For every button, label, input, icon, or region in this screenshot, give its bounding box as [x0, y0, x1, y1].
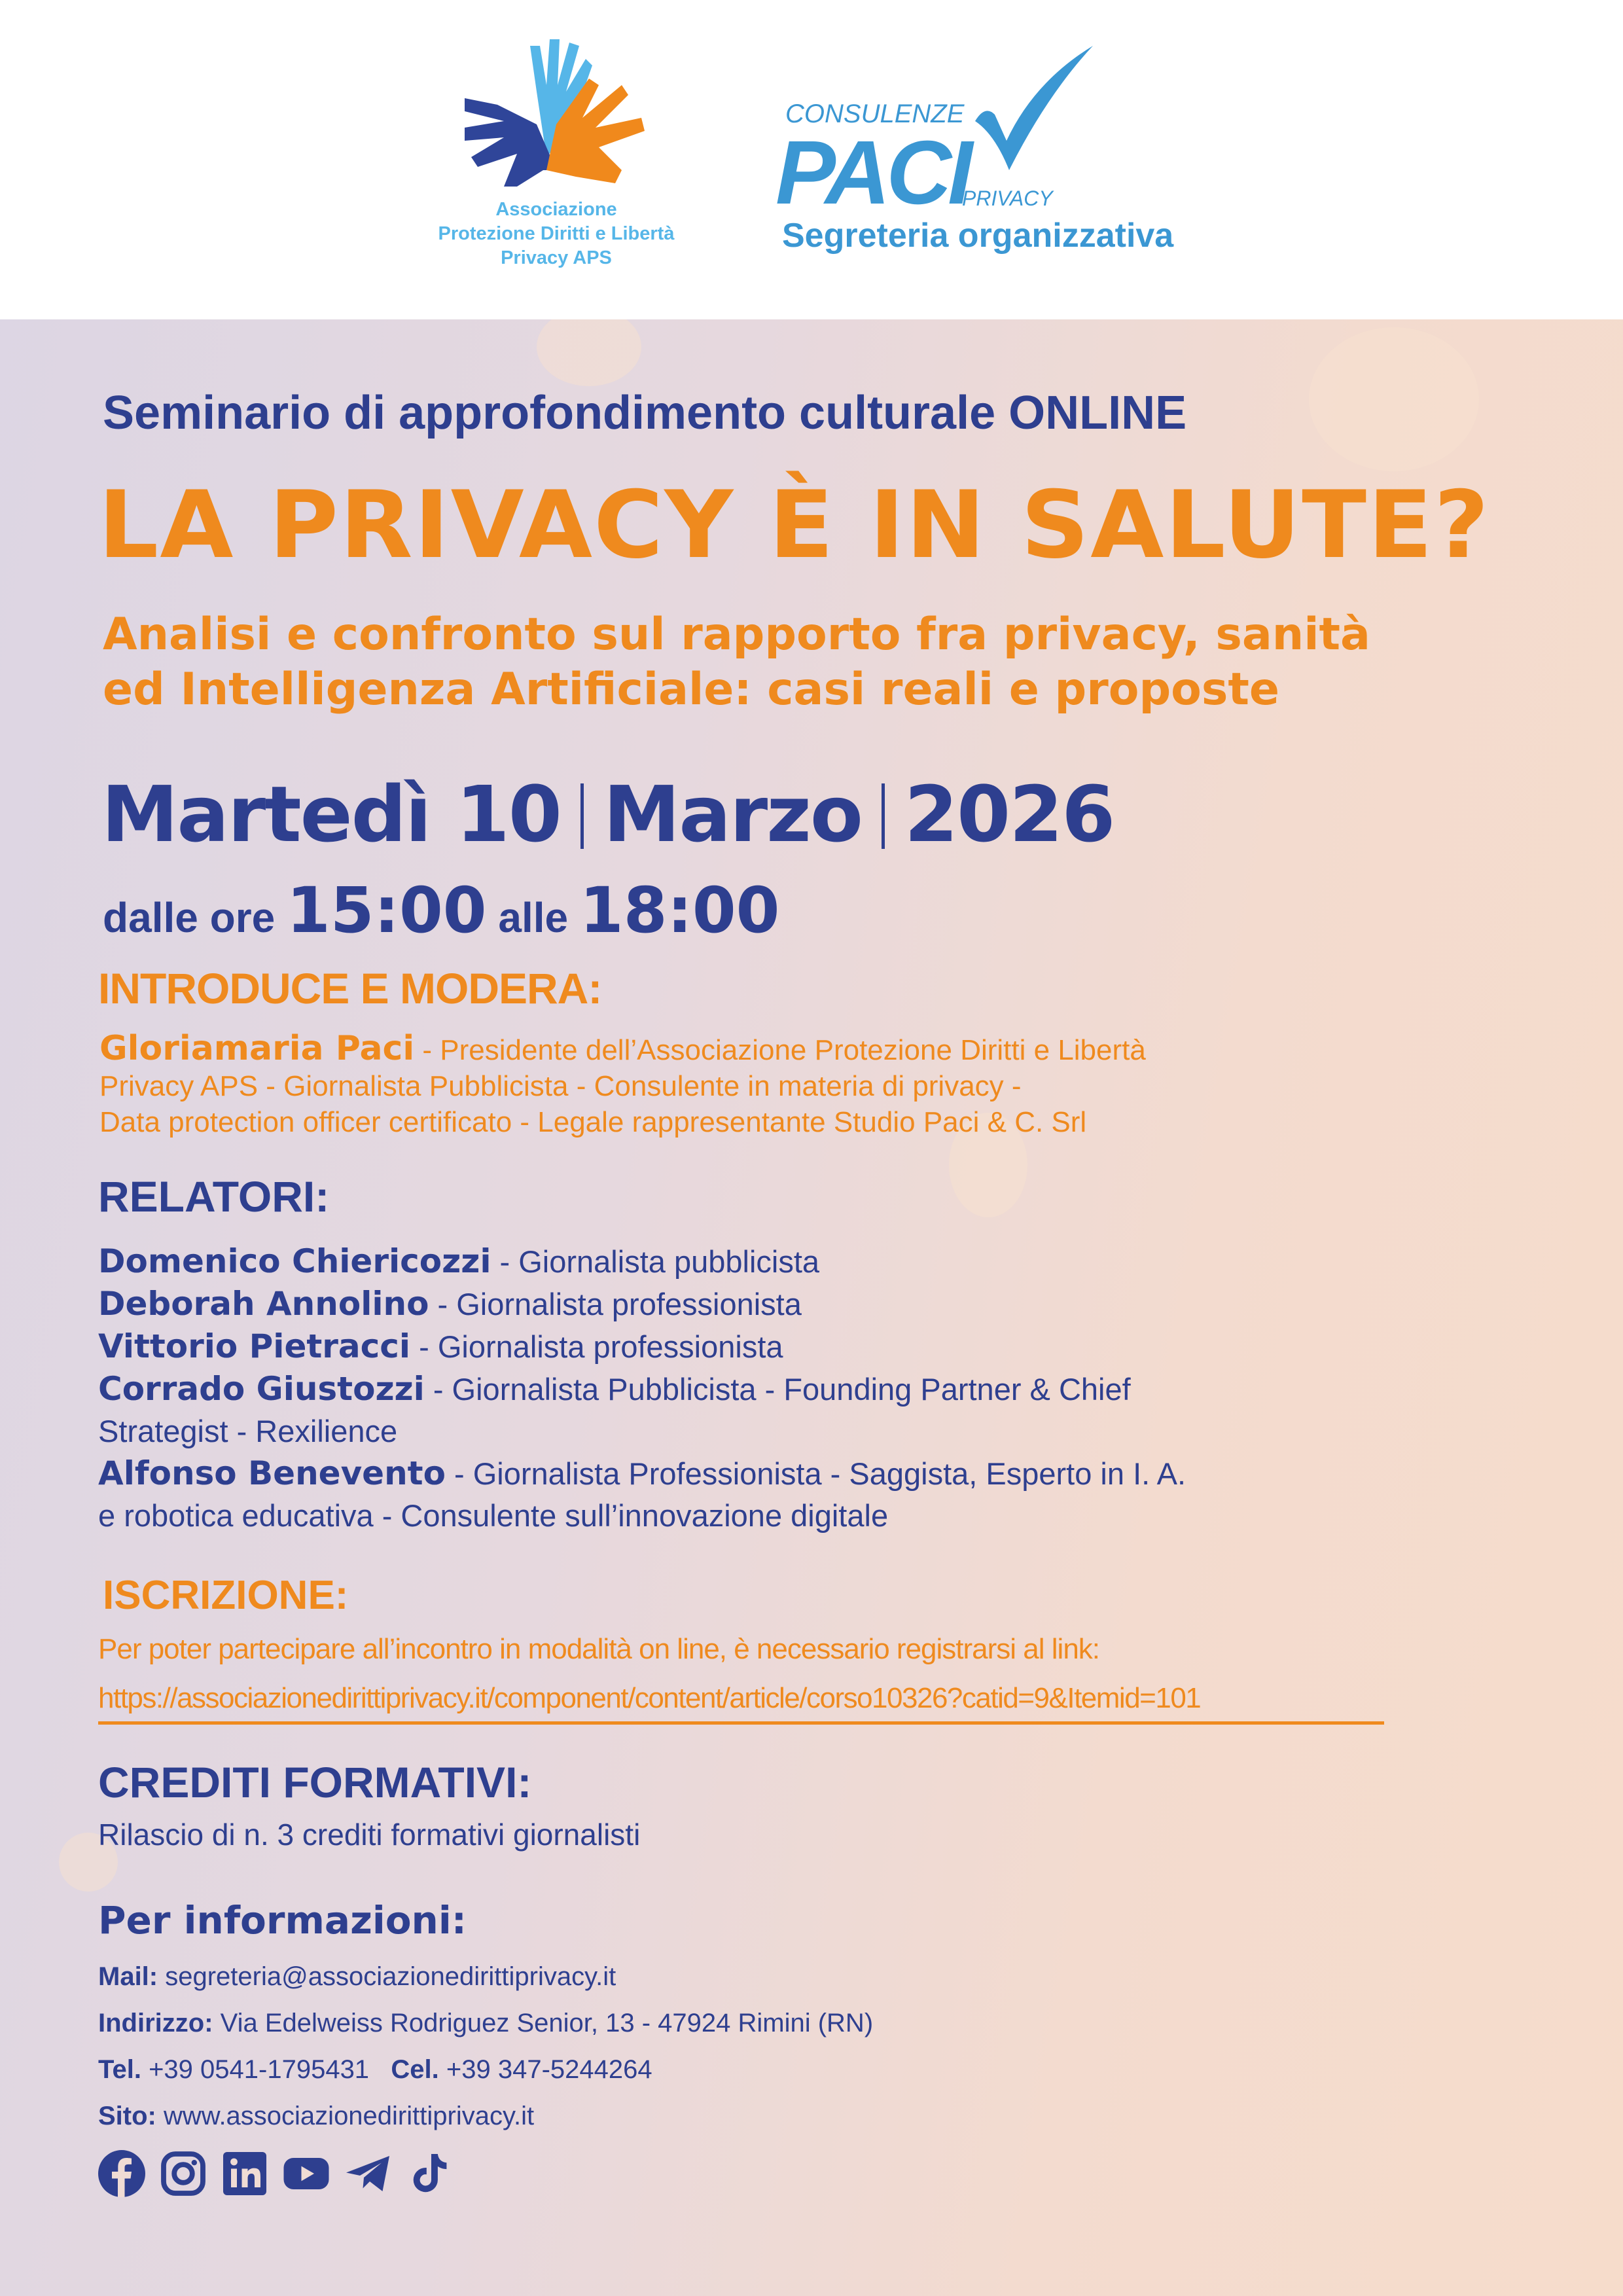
tel-value: +39 0541-1795431 [149, 2055, 370, 2084]
tel-label: Tel. [98, 2055, 149, 2084]
divider [882, 783, 885, 849]
kicker-text: Seminario di approfondimento culturale [103, 387, 1009, 439]
time-from: 15:00 [287, 874, 487, 947]
logo-line: Protezione Diritti e Libertà [438, 223, 675, 244]
logo-consulenze: CONSULENZE [785, 99, 965, 128]
checkmark-icon [969, 43, 1099, 173]
speaker-item [98, 1452, 1186, 1537]
speaker-role: - Giornalista professionista [410, 1329, 783, 1364]
event-time [103, 874, 779, 947]
subtitle-line: ed Intelligenza Artificiale: casi reali e proposte [103, 664, 1279, 715]
speaker-item [98, 1283, 1186, 1325]
event-title: LA PRIVACY È IN SALUTE? [98, 471, 1491, 579]
date-day: Martedì 10 [101, 769, 561, 859]
social-icons [98, 2150, 453, 2197]
hands-logo [458, 39, 654, 190]
speaker-role: - Giornalista pubblicista [491, 1244, 820, 1279]
event-date [101, 769, 1114, 859]
instagram-icon[interactable] [160, 2150, 207, 2197]
time-to: 18:00 [579, 874, 780, 947]
speaker-item [98, 1368, 1186, 1452]
cel-label: Cel. [391, 2055, 446, 2084]
segreteria-label: Segreteria organizzativa [782, 217, 1174, 255]
date-month: Marzo [603, 769, 862, 859]
registration-text: Per poter partecipare all’incontro in modalità on line, è necessario registrarsi al link: [98, 1633, 1100, 1665]
speaker-role: - Giornalista professionista [429, 1287, 802, 1321]
speaker-role: - Giornalista Pubblicista - Founding Partner & Chief [424, 1372, 1131, 1407]
info-heading: Per informazioni: [98, 1898, 467, 1943]
info-block [98, 1954, 873, 2140]
linkedin-icon[interactable] [221, 2150, 268, 2197]
speaker-role: e robotica educativa - Consulente sull’innovazione digitale [98, 1498, 889, 1533]
logo-paci: PACI [776, 122, 969, 223]
speaker-name: Deborah Annolino [98, 1285, 429, 1323]
speaker-name: Corrado Giustozzi [98, 1370, 425, 1408]
registration-link[interactable]: https://associazionedirittiprivacy.it/component/content/article/corso10326?catid=9&Itemid=101 [98, 1682, 1384, 1725]
credits-heading: CREDITI FORMATIVI: [98, 1758, 532, 1806]
date-year: 2026 [904, 769, 1115, 859]
logo-privacy: PRIVACY [962, 187, 1053, 210]
moderator-bio [99, 1031, 1146, 1140]
speaker-name: Vittorio Pietracci [98, 1327, 411, 1365]
speaker-name: Alfonso Benevento [98, 1454, 446, 1492]
mail-link[interactable]: segreteria@associazionedirittiprivacy.it [165, 1962, 616, 1991]
moderator-name: Gloriamaria Paci [99, 1029, 415, 1068]
speaker-role: Strategist - Rexilience [98, 1414, 398, 1448]
speakers-list [98, 1240, 1186, 1537]
speaker-item [98, 1240, 1186, 1283]
logo-line: Privacy APS [501, 247, 612, 268]
tiktok-icon[interactable] [406, 2150, 453, 2197]
site-label: Sito: [98, 2102, 164, 2130]
bio-line: - Presidente dell’Associazione Protezione Diritti e Libertà [414, 1034, 1146, 1066]
time-from-label: dalle ore [103, 894, 287, 941]
header [0, 0, 1623, 319]
registration-heading: ISCRIZIONE: [103, 1573, 349, 1618]
site-link[interactable]: www.associazionedirittiprivacy.it [163, 2102, 535, 2130]
cel-value: +39 347-5244264 [446, 2055, 652, 2084]
bio-line: Privacy APS - Giornalista Pubblicista - Consulente in materia di privacy - [99, 1070, 1022, 1102]
kicker [103, 386, 1186, 440]
address-label: Indirizzo: [98, 2009, 221, 2037]
subtitle-line: Analisi e confronto sul rapporto fra privacy, sanità [103, 609, 1370, 660]
speaker-item [98, 1325, 1186, 1368]
speakers-heading: RELATORI: [98, 1172, 330, 1221]
credits-text: Rilascio di n. 3 crediti formativi giornalisti [98, 1818, 641, 1852]
association-logo-text [419, 198, 694, 270]
youtube-icon[interactable] [283, 2150, 330, 2197]
divider [580, 783, 584, 849]
time-to-label: alle [486, 894, 580, 941]
kicker-online: ONLINE [1008, 387, 1187, 439]
facebook-icon[interactable] [98, 2150, 145, 2197]
speaker-name: Domenico Chiericozzi [98, 1242, 491, 1280]
address-value: Via Edelweiss Rodriguez Senior, 13 - 47924 Rimini (RN) [220, 2009, 874, 2037]
telegram-icon[interactable] [344, 2150, 391, 2197]
logo-line: Associazione [495, 199, 617, 220]
speaker-role: - Giornalista Professionista - Saggista, Esperto in I. A. [445, 1456, 1186, 1491]
moderator-heading: INTRODUCE E MODERA: [98, 964, 602, 1013]
event-subtitle [103, 607, 1370, 717]
mail-label: Mail: [98, 1962, 166, 1991]
bio-line: Data protection officer certificato - Legale rappresentante Studio Paci & C. Srl [99, 1106, 1087, 1138]
